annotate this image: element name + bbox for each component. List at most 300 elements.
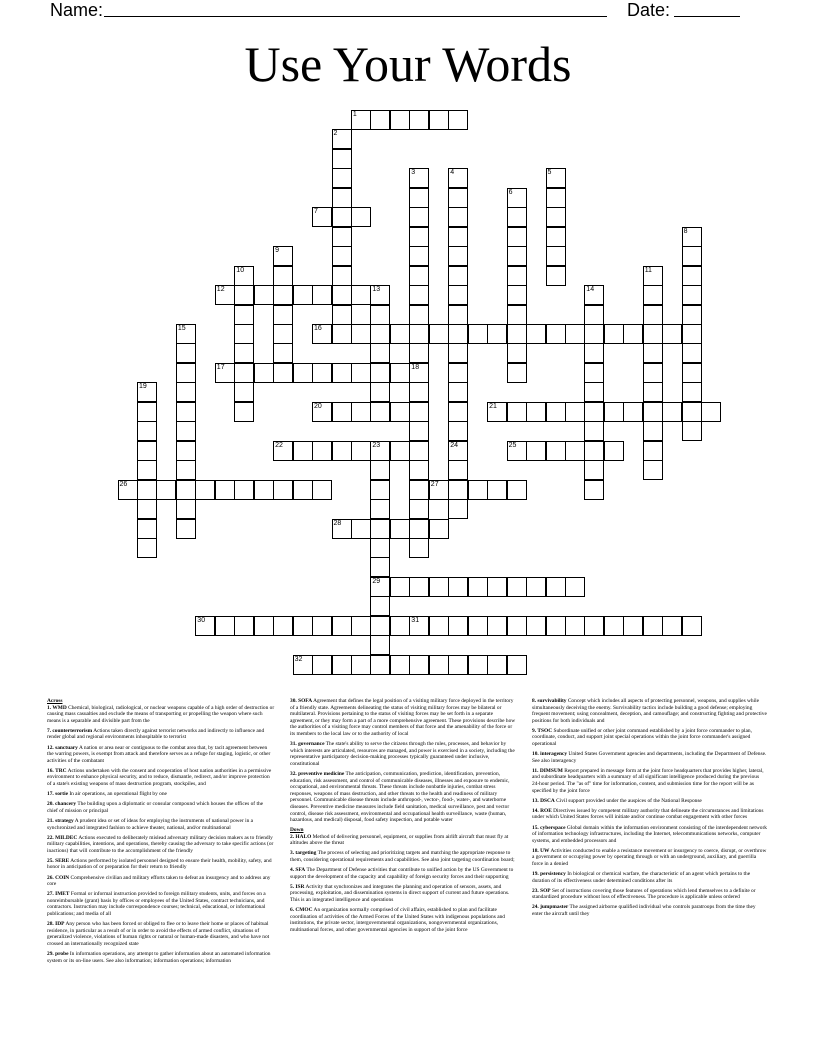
grid-cell[interactable] bbox=[623, 616, 643, 636]
grid-cell[interactable] bbox=[584, 460, 604, 480]
grid-cell[interactable] bbox=[584, 324, 604, 344]
grid-cell[interactable] bbox=[176, 363, 196, 383]
grid-cell[interactable] bbox=[546, 441, 566, 461]
grid-cell[interactable] bbox=[448, 577, 468, 597]
grid-cell[interactable] bbox=[156, 480, 176, 500]
grid-cell[interactable] bbox=[215, 285, 235, 305]
grid-cell[interactable] bbox=[137, 441, 157, 461]
grid-cell[interactable] bbox=[429, 616, 449, 636]
grid-cell[interactable] bbox=[332, 616, 352, 636]
grid-cell[interactable] bbox=[332, 402, 352, 422]
grid-cell[interactable] bbox=[351, 324, 371, 344]
grid-cell[interactable] bbox=[351, 519, 371, 539]
grid-cell[interactable] bbox=[487, 655, 507, 675]
clue-number: 3 bbox=[411, 169, 416, 177]
grid-cell[interactable] bbox=[409, 188, 429, 208]
clue-answer-word: IMET bbox=[55, 891, 70, 898]
grid-cell[interactable] bbox=[448, 460, 468, 480]
grid-cell[interactable] bbox=[409, 441, 429, 461]
grid-cell[interactable] bbox=[370, 557, 390, 577]
grid-cell[interactable] bbox=[546, 188, 566, 208]
grid-cell[interactable] bbox=[351, 207, 371, 227]
grid-cell[interactable] bbox=[351, 363, 371, 383]
grid-cell[interactable] bbox=[409, 168, 429, 188]
clue-answer-word: MILDEC bbox=[55, 834, 78, 841]
grid-cell[interactable] bbox=[643, 305, 663, 325]
grid-cell[interactable] bbox=[507, 616, 527, 636]
clue-number-label: 8. bbox=[532, 698, 537, 704]
grid-cell[interactable] bbox=[507, 577, 527, 597]
grid-cell[interactable] bbox=[584, 343, 604, 363]
grid-cell[interactable] bbox=[448, 441, 468, 461]
grid-cell[interactable] bbox=[643, 363, 663, 383]
grid-cell[interactable] bbox=[409, 382, 429, 402]
grid-cell[interactable] bbox=[643, 324, 663, 344]
grid-cell[interactable] bbox=[546, 324, 566, 344]
grid-cell[interactable] bbox=[682, 285, 702, 305]
grid-cell[interactable] bbox=[176, 499, 196, 519]
grid-cell[interactable] bbox=[429, 110, 449, 130]
grid-cell[interactable] bbox=[507, 343, 527, 363]
grid-cell[interactable] bbox=[370, 635, 390, 655]
grid-cell[interactable] bbox=[390, 655, 410, 675]
grid-cell[interactable] bbox=[332, 305, 352, 325]
grid-cell[interactable] bbox=[565, 577, 585, 597]
grid-cell[interactable] bbox=[215, 480, 235, 500]
grid-cell[interactable] bbox=[176, 421, 196, 441]
grid-cell[interactable] bbox=[293, 441, 313, 461]
grid-cell[interactable] bbox=[273, 266, 293, 286]
grid-cell[interactable] bbox=[701, 402, 721, 422]
clue-item bbox=[532, 848, 767, 868]
grid-cell[interactable] bbox=[332, 266, 352, 286]
grid-cell[interactable] bbox=[137, 382, 157, 402]
grid-cell[interactable] bbox=[448, 343, 468, 363]
grid-cell[interactable] bbox=[643, 343, 663, 363]
grid-cell[interactable] bbox=[604, 402, 624, 422]
grid-cell[interactable] bbox=[390, 402, 410, 422]
clue-item bbox=[290, 834, 518, 847]
grid-cell[interactable] bbox=[409, 499, 429, 519]
grid-cell[interactable] bbox=[565, 616, 585, 636]
grid-cell[interactable] bbox=[273, 343, 293, 363]
grid-cell[interactable] bbox=[370, 460, 390, 480]
clue-answer-word: targeting bbox=[295, 850, 317, 857]
grid-cell[interactable] bbox=[662, 402, 682, 422]
grid-cell[interactable] bbox=[409, 285, 429, 305]
grid-cell[interactable] bbox=[137, 499, 157, 519]
clue-text: Formal or informal instruction provided to foreign military students, units, and forces on a nonreimbursable (grant) basis by offices or employees of the United States, contract technicians, and contractors. Instruction may include correspondence courses; technical, educational, or informational publications; and media of all bbox=[47, 891, 266, 918]
grid-cell[interactable] bbox=[176, 324, 196, 344]
grid-cell[interactable] bbox=[507, 227, 527, 247]
grid-cell[interactable] bbox=[312, 441, 332, 461]
grid-cell[interactable] bbox=[546, 402, 566, 422]
grid-cell[interactable] bbox=[332, 149, 352, 169]
grid-cell[interactable] bbox=[409, 402, 429, 422]
grid-cell[interactable] bbox=[448, 207, 468, 227]
grid-cell[interactable] bbox=[448, 246, 468, 266]
grid-cell[interactable] bbox=[526, 616, 546, 636]
grid-cell[interactable] bbox=[390, 324, 410, 344]
grid-cell[interactable] bbox=[176, 519, 196, 539]
grid-cell[interactable] bbox=[370, 324, 390, 344]
grid-cell[interactable] bbox=[448, 305, 468, 325]
grid-cell[interactable] bbox=[215, 616, 235, 636]
name-label: Name: bbox=[50, 0, 104, 20]
grid-cell[interactable] bbox=[643, 616, 663, 636]
grid-cell[interactable] bbox=[370, 499, 390, 519]
grid-cell[interactable] bbox=[584, 363, 604, 383]
grid-cell[interactable] bbox=[409, 207, 429, 227]
grid-cell[interactable] bbox=[409, 266, 429, 286]
grid-cell[interactable] bbox=[682, 266, 702, 286]
grid-cell[interactable] bbox=[351, 655, 371, 675]
clue-number: 18 bbox=[411, 363, 420, 371]
grid-cell[interactable] bbox=[682, 616, 702, 636]
grid-cell[interactable] bbox=[137, 538, 157, 558]
grid-cell[interactable] bbox=[234, 382, 254, 402]
grid-cell[interactable] bbox=[507, 441, 527, 461]
clue-number-label: 24. bbox=[532, 904, 539, 911]
grid-cell[interactable] bbox=[409, 538, 429, 558]
grid-cell[interactable] bbox=[370, 110, 390, 130]
grid-cell[interactable] bbox=[332, 285, 352, 305]
grid-cell[interactable] bbox=[370, 363, 390, 383]
grid-cell[interactable] bbox=[643, 441, 663, 461]
grid-cell[interactable] bbox=[234, 616, 254, 636]
grid-cell[interactable] bbox=[526, 324, 546, 344]
grid-cell[interactable] bbox=[448, 110, 468, 130]
grid-cell[interactable] bbox=[370, 382, 390, 402]
grid-cell[interactable] bbox=[584, 305, 604, 325]
grid-cell[interactable] bbox=[584, 616, 604, 636]
grid-cell[interactable] bbox=[351, 616, 371, 636]
grid-cell[interactable] bbox=[390, 110, 410, 130]
grid-cell[interactable] bbox=[448, 499, 468, 519]
clue-answer-word: ISR bbox=[295, 883, 305, 890]
grid-cell[interactable] bbox=[468, 655, 488, 675]
grid-cell[interactable] bbox=[254, 616, 274, 636]
grid-cell[interactable] bbox=[584, 285, 604, 305]
grid-cell[interactable] bbox=[370, 402, 390, 422]
grid-cell[interactable] bbox=[468, 480, 488, 500]
grid-cell[interactable] bbox=[507, 305, 527, 325]
grid-cell[interactable] bbox=[584, 421, 604, 441]
grid-cell[interactable] bbox=[254, 480, 274, 500]
grid-cell[interactable] bbox=[507, 655, 527, 675]
grid-cell[interactable] bbox=[682, 227, 702, 247]
grid-cell[interactable] bbox=[137, 480, 157, 500]
grid-cell[interactable] bbox=[584, 402, 604, 422]
grid-cell[interactable] bbox=[234, 343, 254, 363]
grid-cell[interactable] bbox=[682, 324, 702, 344]
clue-item bbox=[290, 698, 518, 738]
grid-cell[interactable] bbox=[273, 246, 293, 266]
grid-cell[interactable] bbox=[526, 402, 546, 422]
grid-cell[interactable] bbox=[312, 480, 332, 500]
grid-cell[interactable] bbox=[234, 305, 254, 325]
grid-cell[interactable] bbox=[429, 480, 449, 500]
grid-cell[interactable] bbox=[682, 343, 702, 363]
grid-cell[interactable] bbox=[370, 655, 390, 675]
grid-cell[interactable] bbox=[351, 402, 371, 422]
grid-cell[interactable] bbox=[390, 519, 410, 539]
clue-number: 6 bbox=[508, 188, 513, 196]
grid-cell[interactable] bbox=[137, 519, 157, 539]
grid-cell[interactable] bbox=[565, 324, 585, 344]
grid-cell[interactable] bbox=[234, 324, 254, 344]
grid-cell[interactable] bbox=[448, 227, 468, 247]
grid-cell[interactable] bbox=[448, 188, 468, 208]
grid-cell[interactable] bbox=[584, 480, 604, 500]
grid-cell[interactable] bbox=[273, 285, 293, 305]
grid-cell[interactable] bbox=[351, 441, 371, 461]
grid-cell[interactable] bbox=[370, 577, 390, 597]
grid-cell[interactable] bbox=[448, 402, 468, 422]
grid-cell[interactable] bbox=[176, 480, 196, 500]
grid-cell[interactable] bbox=[507, 324, 527, 344]
grid-cell[interactable] bbox=[643, 266, 663, 286]
grid-cell[interactable] bbox=[215, 363, 235, 383]
grid-cell[interactable] bbox=[332, 441, 352, 461]
grid-cell[interactable] bbox=[409, 421, 429, 441]
grid-cell[interactable] bbox=[273, 441, 293, 461]
grid-cell[interactable] bbox=[195, 480, 215, 500]
grid-cell[interactable] bbox=[546, 577, 566, 597]
grid-cell[interactable] bbox=[468, 324, 488, 344]
grid-cell[interactable] bbox=[332, 363, 352, 383]
grid-cell[interactable] bbox=[507, 402, 527, 422]
grid-cell[interactable] bbox=[332, 655, 352, 675]
grid-cell[interactable] bbox=[234, 480, 254, 500]
grid-cell[interactable] bbox=[604, 441, 624, 461]
grid-cell[interactable] bbox=[293, 616, 313, 636]
grid-cell[interactable] bbox=[370, 343, 390, 363]
grid-cell[interactable] bbox=[682, 363, 702, 383]
grid-cell[interactable] bbox=[448, 266, 468, 286]
clue-number-label: 15. bbox=[532, 824, 539, 831]
grid-cell[interactable] bbox=[370, 285, 390, 305]
grid-cell[interactable] bbox=[118, 480, 138, 500]
grid-cell[interactable] bbox=[643, 382, 663, 402]
grid-cell[interactable] bbox=[390, 616, 410, 636]
grid-cell[interactable] bbox=[584, 441, 604, 461]
grid-cell[interactable] bbox=[468, 577, 488, 597]
grid-cell[interactable] bbox=[332, 227, 352, 247]
grid-cell[interactable] bbox=[604, 324, 624, 344]
grid-cell[interactable] bbox=[487, 577, 507, 597]
grid-cell[interactable] bbox=[370, 480, 390, 500]
clue-text: United States Government agencies and departments, including the Department of Defense. See also interagency bbox=[532, 751, 767, 764]
grid-cell[interactable] bbox=[487, 616, 507, 636]
grid-cell[interactable] bbox=[448, 616, 468, 636]
grid-cell[interactable] bbox=[137, 421, 157, 441]
grid-cell[interactable] bbox=[234, 266, 254, 286]
clue-item bbox=[47, 801, 275, 814]
grid-cell[interactable] bbox=[312, 616, 332, 636]
grid-cell[interactable] bbox=[565, 402, 585, 422]
grid-cell[interactable] bbox=[409, 460, 429, 480]
clue-text: A prudent idea or set of ideas for employing the instruments of national power in a synchronized and integrated fashion to achieve theater, national, and/or multinational bbox=[47, 817, 254, 831]
grid-cell[interactable] bbox=[409, 616, 429, 636]
grid-cell[interactable] bbox=[507, 188, 527, 208]
grid-cell[interactable] bbox=[409, 655, 429, 675]
clue-answer-word: TRC bbox=[55, 767, 67, 774]
grid-cell[interactable] bbox=[623, 402, 643, 422]
grid-cell[interactable] bbox=[662, 324, 682, 344]
grid-cell[interactable] bbox=[487, 480, 507, 500]
grid-cell[interactable] bbox=[507, 207, 527, 227]
grid-cell[interactable] bbox=[409, 363, 429, 383]
grid-cell[interactable] bbox=[448, 480, 468, 500]
clue-number-label: 19. bbox=[532, 871, 539, 878]
grid-cell[interactable] bbox=[643, 402, 663, 422]
grid-cell[interactable] bbox=[234, 363, 254, 383]
grid-cell[interactable] bbox=[176, 402, 196, 422]
grid-cell[interactable] bbox=[546, 227, 566, 247]
grid-cell[interactable] bbox=[409, 577, 429, 597]
grid-cell[interactable] bbox=[546, 616, 566, 636]
grid-cell[interactable] bbox=[273, 616, 293, 636]
grid-cell[interactable] bbox=[351, 285, 371, 305]
grid-cell[interactable] bbox=[448, 363, 468, 383]
grid-cell[interactable] bbox=[682, 305, 702, 325]
grid-cell[interactable] bbox=[351, 110, 371, 130]
grid-cell[interactable] bbox=[429, 655, 449, 675]
grid-cell[interactable] bbox=[273, 305, 293, 325]
grid-cell[interactable] bbox=[137, 460, 157, 480]
grid-cell[interactable] bbox=[390, 441, 410, 461]
grid-cell[interactable] bbox=[448, 168, 468, 188]
grid-cell[interactable] bbox=[448, 285, 468, 305]
grid-cell[interactable] bbox=[448, 324, 468, 344]
clue-item bbox=[47, 835, 275, 855]
grid-cell[interactable] bbox=[370, 441, 390, 461]
grid-cell[interactable] bbox=[332, 324, 352, 344]
clue-item bbox=[532, 904, 767, 917]
grid-cell[interactable] bbox=[526, 441, 546, 461]
grid-cell[interactable] bbox=[370, 519, 390, 539]
grid-cell[interactable] bbox=[604, 616, 624, 636]
grid-cell[interactable] bbox=[370, 305, 390, 325]
grid-cell[interactable] bbox=[584, 382, 604, 402]
grid-cell[interactable] bbox=[409, 110, 429, 130]
grid-cell[interactable] bbox=[448, 655, 468, 675]
grid-cell[interactable] bbox=[293, 363, 313, 383]
grid-cell[interactable] bbox=[487, 402, 507, 422]
grid-cell[interactable] bbox=[682, 421, 702, 441]
grid-cell[interactable] bbox=[429, 577, 449, 597]
grid-cell[interactable] bbox=[312, 324, 332, 344]
grid-cell[interactable] bbox=[195, 616, 215, 636]
grid-cell[interactable] bbox=[565, 441, 585, 461]
grid-cell[interactable] bbox=[448, 382, 468, 402]
clue-item bbox=[47, 858, 275, 871]
grid-cell[interactable] bbox=[429, 519, 449, 539]
grid-cell[interactable] bbox=[370, 538, 390, 558]
grid-cell[interactable] bbox=[137, 402, 157, 422]
grid-cell[interactable] bbox=[682, 382, 702, 402]
grid-cell[interactable] bbox=[507, 285, 527, 305]
grid-cell[interactable] bbox=[293, 655, 313, 675]
grid-cell[interactable] bbox=[254, 285, 274, 305]
grid-cell[interactable] bbox=[370, 596, 390, 616]
grid-cell[interactable] bbox=[332, 519, 352, 539]
grid-cell[interactable] bbox=[448, 421, 468, 441]
grid-cell[interactable] bbox=[312, 402, 332, 422]
clue-answer-word: interagency bbox=[540, 751, 568, 758]
page-title: Use Your Words bbox=[244, 36, 572, 92]
grid-cell[interactable] bbox=[507, 246, 527, 266]
clue-answer-word: TSOC bbox=[537, 727, 553, 734]
grid-cell[interactable] bbox=[507, 266, 527, 286]
grid-cell[interactable] bbox=[332, 129, 352, 149]
grid-cell[interactable] bbox=[390, 577, 410, 597]
grid-cell[interactable] bbox=[254, 363, 274, 383]
grid-cell[interactable] bbox=[643, 285, 663, 305]
grid-cell[interactable] bbox=[176, 382, 196, 402]
grid-cell[interactable] bbox=[234, 402, 254, 422]
grid-cell[interactable] bbox=[507, 480, 527, 500]
grid-cell[interactable] bbox=[682, 246, 702, 266]
grid-cell[interactable] bbox=[332, 188, 352, 208]
grid-cell[interactable] bbox=[546, 266, 566, 286]
grid-cell[interactable] bbox=[390, 363, 410, 383]
grid-cell[interactable] bbox=[176, 343, 196, 363]
grid-cell[interactable] bbox=[293, 480, 313, 500]
grid-cell[interactable] bbox=[409, 227, 429, 247]
grid-cell[interactable] bbox=[312, 655, 332, 675]
grid-cell[interactable] bbox=[546, 246, 566, 266]
grid-cell[interactable] bbox=[370, 616, 390, 636]
grid-cell[interactable] bbox=[293, 285, 313, 305]
grid-cell[interactable] bbox=[468, 616, 488, 636]
grid-cell[interactable] bbox=[273, 324, 293, 344]
grid-cell[interactable] bbox=[409, 324, 429, 344]
grid-cell[interactable] bbox=[409, 480, 429, 500]
clue-answer-word: jumpmaster bbox=[540, 904, 569, 911]
grid-cell[interactable] bbox=[273, 480, 293, 500]
grid-cell[interactable] bbox=[507, 363, 527, 383]
grid-cell[interactable] bbox=[546, 207, 566, 227]
grid-cell[interactable] bbox=[234, 285, 254, 305]
grid-cell[interactable] bbox=[643, 460, 663, 480]
grid-cell[interactable] bbox=[409, 343, 429, 363]
grid-cell[interactable] bbox=[409, 519, 429, 539]
grid-cell[interactable] bbox=[623, 324, 643, 344]
grid-cell[interactable] bbox=[176, 441, 196, 461]
clue-number: 29 bbox=[372, 577, 381, 585]
grid-cell[interactable] bbox=[332, 246, 352, 266]
grid-cell[interactable] bbox=[643, 421, 663, 441]
grid-cell[interactable] bbox=[546, 168, 566, 188]
grid-cell[interactable] bbox=[662, 616, 682, 636]
grid-cell[interactable] bbox=[487, 324, 507, 344]
grid-cell[interactable] bbox=[312, 207, 332, 227]
grid-cell[interactable] bbox=[332, 168, 352, 188]
grid-cell[interactable] bbox=[409, 246, 429, 266]
grid-cell[interactable] bbox=[682, 402, 702, 422]
grid-cell[interactable] bbox=[429, 324, 449, 344]
grid-cell[interactable] bbox=[312, 363, 332, 383]
clue-item bbox=[47, 791, 275, 798]
grid-cell[interactable] bbox=[526, 577, 546, 597]
grid-cell[interactable] bbox=[312, 285, 332, 305]
grid-cell[interactable] bbox=[409, 305, 429, 325]
grid-cell[interactable] bbox=[332, 207, 352, 227]
grid-cell[interactable] bbox=[176, 460, 196, 480]
grid-cell[interactable] bbox=[273, 363, 293, 383]
